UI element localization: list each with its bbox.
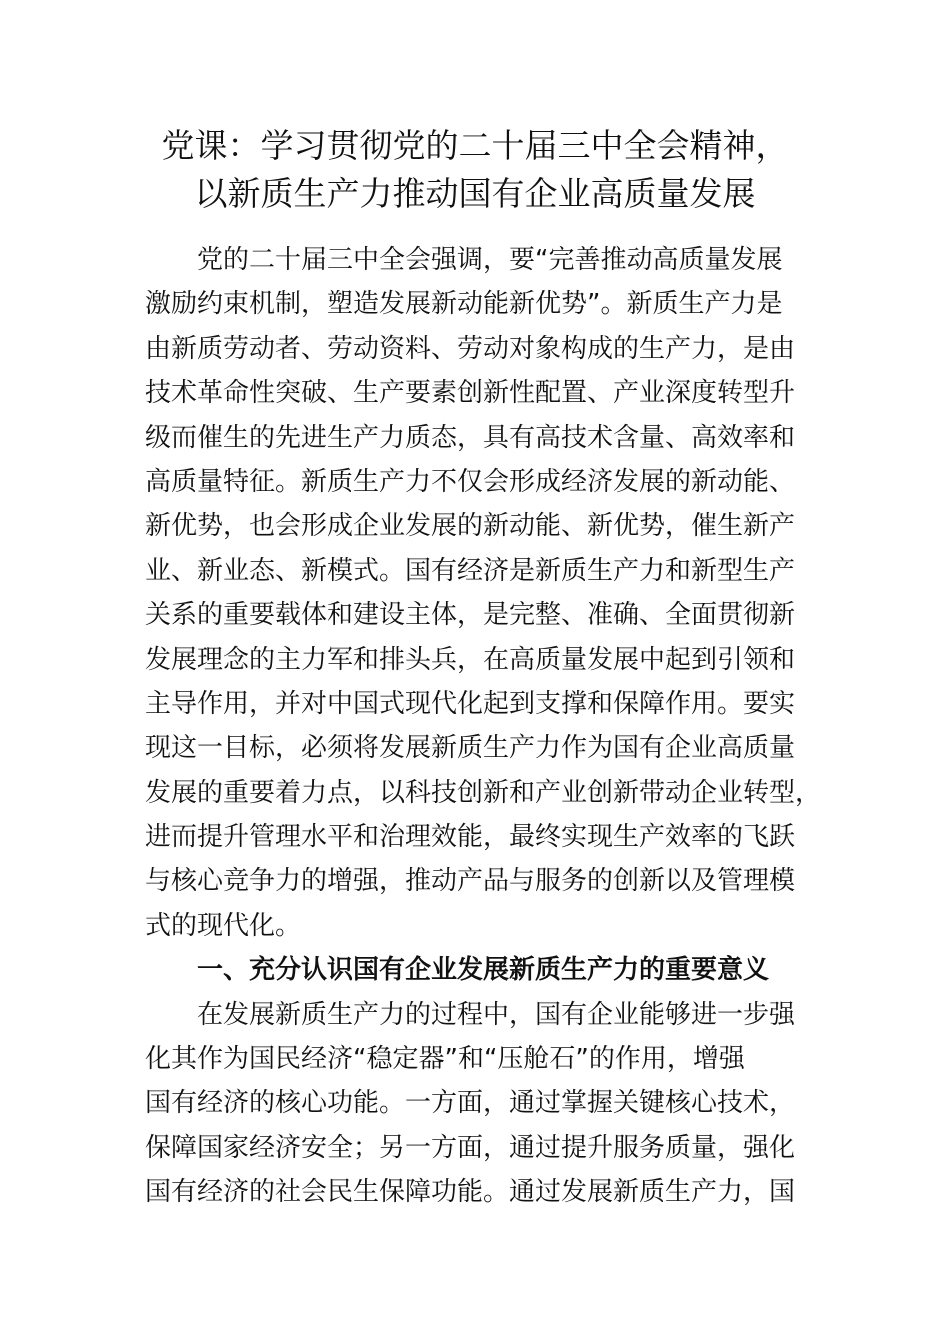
document-body bbox=[145, 238, 822, 1215]
document-title bbox=[140, 122, 810, 218]
paragraph-line: 与核心竞争力的增强，推动产品与服务的创新以及管理模 bbox=[145, 866, 796, 897]
title-line-2: 以新质生产力推动国有企业高质量发展 bbox=[194, 174, 756, 213]
paragraph-line: 由新质劳动者、劳动资料、劳动对象构成的生产力，是由 bbox=[145, 333, 796, 364]
paragraph-line: 在发展新质生产力的过程中，国有企业能够进一步强 bbox=[197, 999, 796, 1030]
paragraph-line: 发展理念的主力军和排头兵，在高质量发展中起到引领和 bbox=[145, 644, 796, 675]
paragraph-line: 激励约束机制，塑造发展新动能新优势”。新质生产力是 bbox=[145, 289, 783, 320]
paragraph-line: 新优势，也会形成企业发展的新动能、新优势，催生新产 bbox=[145, 511, 796, 542]
paragraph-line: 党的二十届三中全会强调，要“完善推动高质量发展 bbox=[197, 245, 783, 275]
section-heading: 一、充分认识国有企业发展新质生产力的重要意义 bbox=[197, 955, 770, 986]
paragraph-line: 主导作用，并对中国式现代化起到支撑和保障作用。要实 bbox=[145, 688, 796, 719]
paragraph-line: 化其作为国民经济“稳定器”和“压舱石”的作用，增强 bbox=[145, 1044, 745, 1075]
paragraph-line: 式的现代化。 bbox=[145, 910, 302, 941]
paragraph-line: 国有经济的核心功能。一方面，通过掌握关键核心技术， bbox=[145, 1088, 796, 1119]
paragraph-line: 保障国家经济安全；另一方面，通过提升服务质量，强化 bbox=[145, 1132, 796, 1163]
paragraph-line: 技术革命性突破、生产要素创新性配置、产业深度转型升 bbox=[145, 378, 796, 409]
paragraph-line: 发展的重要着力点，以科技创新和产业创新带动企业转型， bbox=[145, 777, 822, 808]
paragraph-line: 高质量特征。新质生产力不仅会形成经济发展的新动能、 bbox=[145, 466, 796, 497]
title-line-1: 党课：学习贯彻党的二十届三中全会精神， bbox=[161, 126, 789, 165]
paragraph-line: 关系的重要载体和建设主体，是完整、准确、全面贯彻新 bbox=[145, 600, 796, 631]
paragraph-line: 业、新业态、新模式。国有经济是新质生产力和新型生产 bbox=[145, 555, 796, 586]
paragraph-line: 现这一目标，必须将发展新质生产力作为国有企业高质量 bbox=[145, 733, 796, 764]
paragraph-line: 级而催生的先进生产力质态，具有高技术含量、高效率和 bbox=[145, 422, 796, 453]
paragraph-line: 国有经济的社会民生保障功能。通过发展新质生产力，国 bbox=[145, 1177, 796, 1208]
paragraph-line: 进而提升管理水平和治理效能，最终实现生产效率的飞跃 bbox=[145, 822, 796, 853]
